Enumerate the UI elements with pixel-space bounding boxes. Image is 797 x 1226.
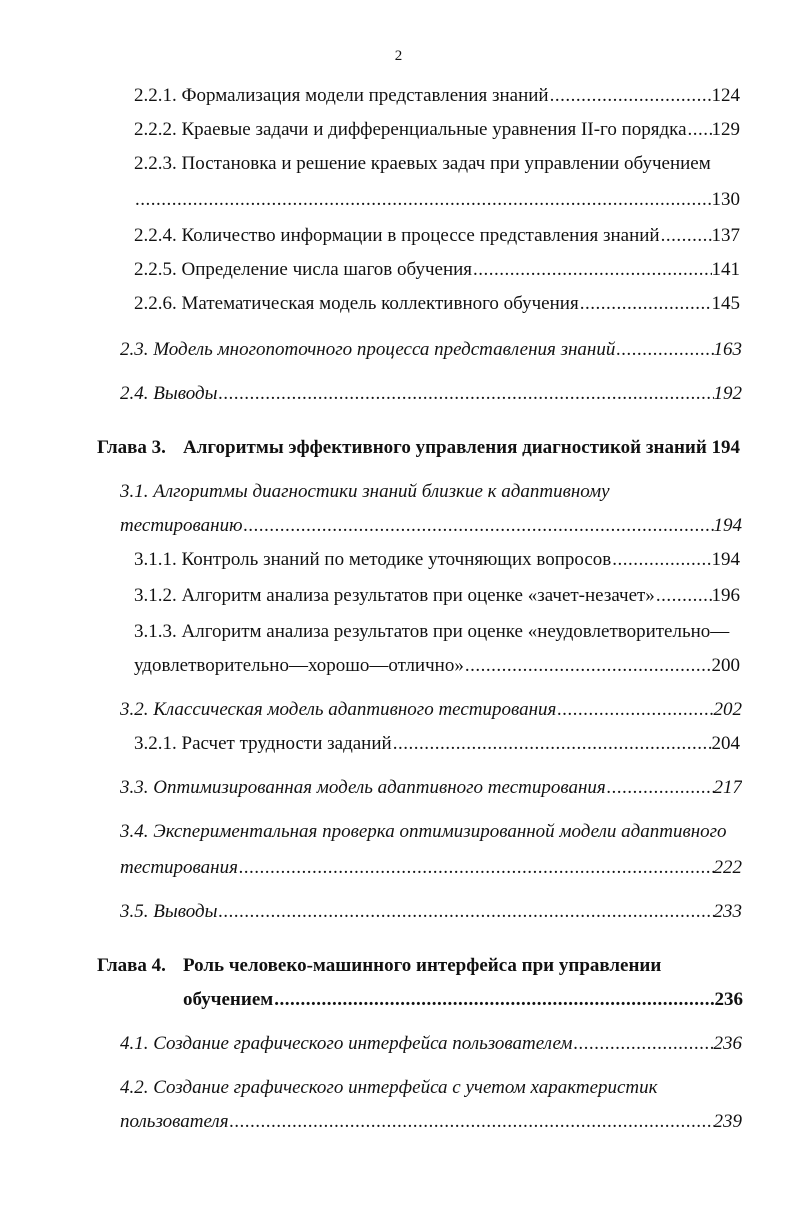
toc-entry-title: 2.2.6. Математическая модель коллективного обучения [134, 293, 579, 314]
dot-leader [615, 338, 713, 362]
dot-leader [217, 382, 713, 406]
toc-entry-2-2-6 [134, 292, 740, 316]
toc-entry-page: 194 [713, 515, 742, 536]
toc-entry-page: 129 [711, 119, 740, 140]
dot-leader [472, 258, 711, 282]
toc-entry-page: 130 [711, 189, 740, 210]
toc-entry-title: 2.2.4. Количество информации в процессе представления знаний [134, 225, 660, 246]
toc-entry-page: 137 [711, 225, 740, 246]
dot-leader [611, 548, 711, 572]
toc-entry-2-2-1 [134, 84, 740, 108]
toc-entry-2-2-4 [134, 224, 740, 248]
dot-leader [229, 1110, 714, 1134]
toc-entry-4-2-title: 4.2. Создание графического интерфейса с учетом характеристик [120, 1077, 658, 1098]
toc-entry-3-1-2 [134, 584, 740, 608]
toc-entry-title: 3.2.1. Расчет трудности заданий [134, 733, 392, 754]
toc-entry-title: 2.3. Модель многопоточного процесса представления знаний [120, 339, 616, 360]
toc-entry-3-4-title: 3.4. Экспериментальная проверка оптимизированной модели адаптивного [120, 821, 727, 842]
dot-leader [464, 654, 712, 678]
dot-leader [606, 776, 714, 800]
toc-entry-title: 3.1.2. Алгоритм анализа результатов при оценке «зачет-незачет» [134, 585, 655, 606]
chapter-title: Алгоритмы эффективного управления диагностикой знаний [183, 437, 707, 458]
dot-leader [243, 514, 714, 538]
dot-leader [549, 84, 712, 108]
toc-chapter-4 [183, 988, 743, 1012]
toc-entry-page: 124 [711, 85, 740, 106]
toc-entry-3-1-3-title: 3.1.3. Алгоритм анализа результатов при оценке «неудовлетворительно— [134, 621, 730, 642]
toc-entry-3-5 [120, 900, 742, 924]
toc-entry-3-1-title: 3.1. Алгоритмы диагностики знаний близкие к адаптивному [120, 481, 610, 502]
toc-entry-2-4 [120, 382, 742, 406]
chapter-title: Роль человеко-машинного интерфейса при управлении [183, 955, 662, 976]
toc-entry-title: 3.3. Оптимизированная модель адаптивного тестирования [120, 777, 606, 798]
toc-entry-4-1 [120, 1032, 742, 1056]
dot-leader [687, 118, 712, 142]
toc-entry-page: 204 [711, 733, 740, 754]
dot-leader [392, 732, 712, 756]
page-number: 2 [394, 48, 403, 64]
toc-entry-4-2 [120, 1110, 742, 1134]
toc-entry-page: 145 [711, 293, 740, 314]
dot-leader [556, 698, 713, 722]
dot-leader [217, 900, 713, 924]
toc-entry-title: 4.1. Создание графического интерфейса пользователем [120, 1033, 573, 1054]
toc-entry-3-4 [120, 856, 742, 880]
chapter-label: Глава 4. [97, 955, 166, 976]
chapter-page: 194 [711, 437, 741, 458]
chapter-label: Глава 3. [97, 437, 166, 458]
toc-entry-page: 222 [713, 857, 742, 878]
toc-chapter-4-title [97, 954, 661, 978]
toc-entry-title-cont: пользователя [120, 1111, 229, 1132]
chapter-page: 236 [714, 989, 743, 1010]
toc-entry-page: 196 [711, 585, 740, 606]
toc-entry-3-2 [120, 698, 742, 722]
toc-entry-page: 202 [713, 699, 742, 720]
toc-entry-title: 2.4. Выводы [120, 383, 218, 404]
toc-entry-2-2-5 [134, 258, 740, 282]
dot-leader [134, 188, 712, 212]
dot-leader [660, 224, 712, 248]
toc-entry-title-cont: тестирования [120, 857, 238, 878]
toc-entry-2-2-2 [134, 118, 740, 142]
toc-entry-page: 192 [713, 383, 742, 404]
toc-entry-2-2-3 [134, 188, 740, 212]
toc-entry-page: 217 [713, 777, 742, 798]
toc-entry-page: 239 [713, 1111, 742, 1132]
toc-entry-3-1 [120, 514, 742, 538]
dot-leader [655, 584, 712, 608]
toc-entry-3-3 [120, 776, 742, 800]
toc-entry-title-cont: тестированию [120, 515, 243, 536]
dot-leader [273, 988, 714, 1012]
toc-entry-title: 2.2.1. Формализация модели представления знаний [134, 85, 549, 106]
toc-entry-title: 2.2.5. Определение числа шагов обучения [134, 259, 473, 280]
dot-leader [579, 292, 712, 316]
toc-entry-2-3 [120, 338, 742, 362]
toc-entry-title: 3.1.1. Контроль знаний по методике уточняющих вопросов [134, 549, 612, 570]
toc-entry-page: 233 [713, 901, 742, 922]
chapter-title-cont: обучением [183, 989, 274, 1010]
toc-entry-title: 2.2.2. Краевые задачи и дифференциальные уравнения II-го порядка [134, 119, 687, 140]
toc-chapter-3 [97, 436, 740, 460]
toc-entry-3-1-1 [134, 548, 740, 572]
toc-entry-title: 3.5. Выводы [120, 901, 218, 922]
toc-entry-title-cont: удовлетворительно—хорошо—отлично» [134, 655, 464, 676]
toc-entry-page: 236 [713, 1033, 742, 1054]
toc-entry-title: 3.2. Классическая модель адаптивного тестирования [120, 699, 557, 720]
toc-entry-page: 194 [711, 549, 740, 570]
toc-entry-2-2-3-title: 2.2.3. Постановка и решение краевых задач при управлении обучением [134, 153, 711, 174]
dot-leader [573, 1032, 714, 1056]
toc-entry-page: 200 [711, 655, 740, 676]
toc-entry-page: 141 [711, 259, 740, 280]
toc-entry-3-1-3 [134, 654, 740, 678]
toc-entry-3-2-1 [134, 732, 740, 756]
dot-leader [238, 856, 714, 880]
toc-entry-page: 163 [713, 339, 742, 360]
